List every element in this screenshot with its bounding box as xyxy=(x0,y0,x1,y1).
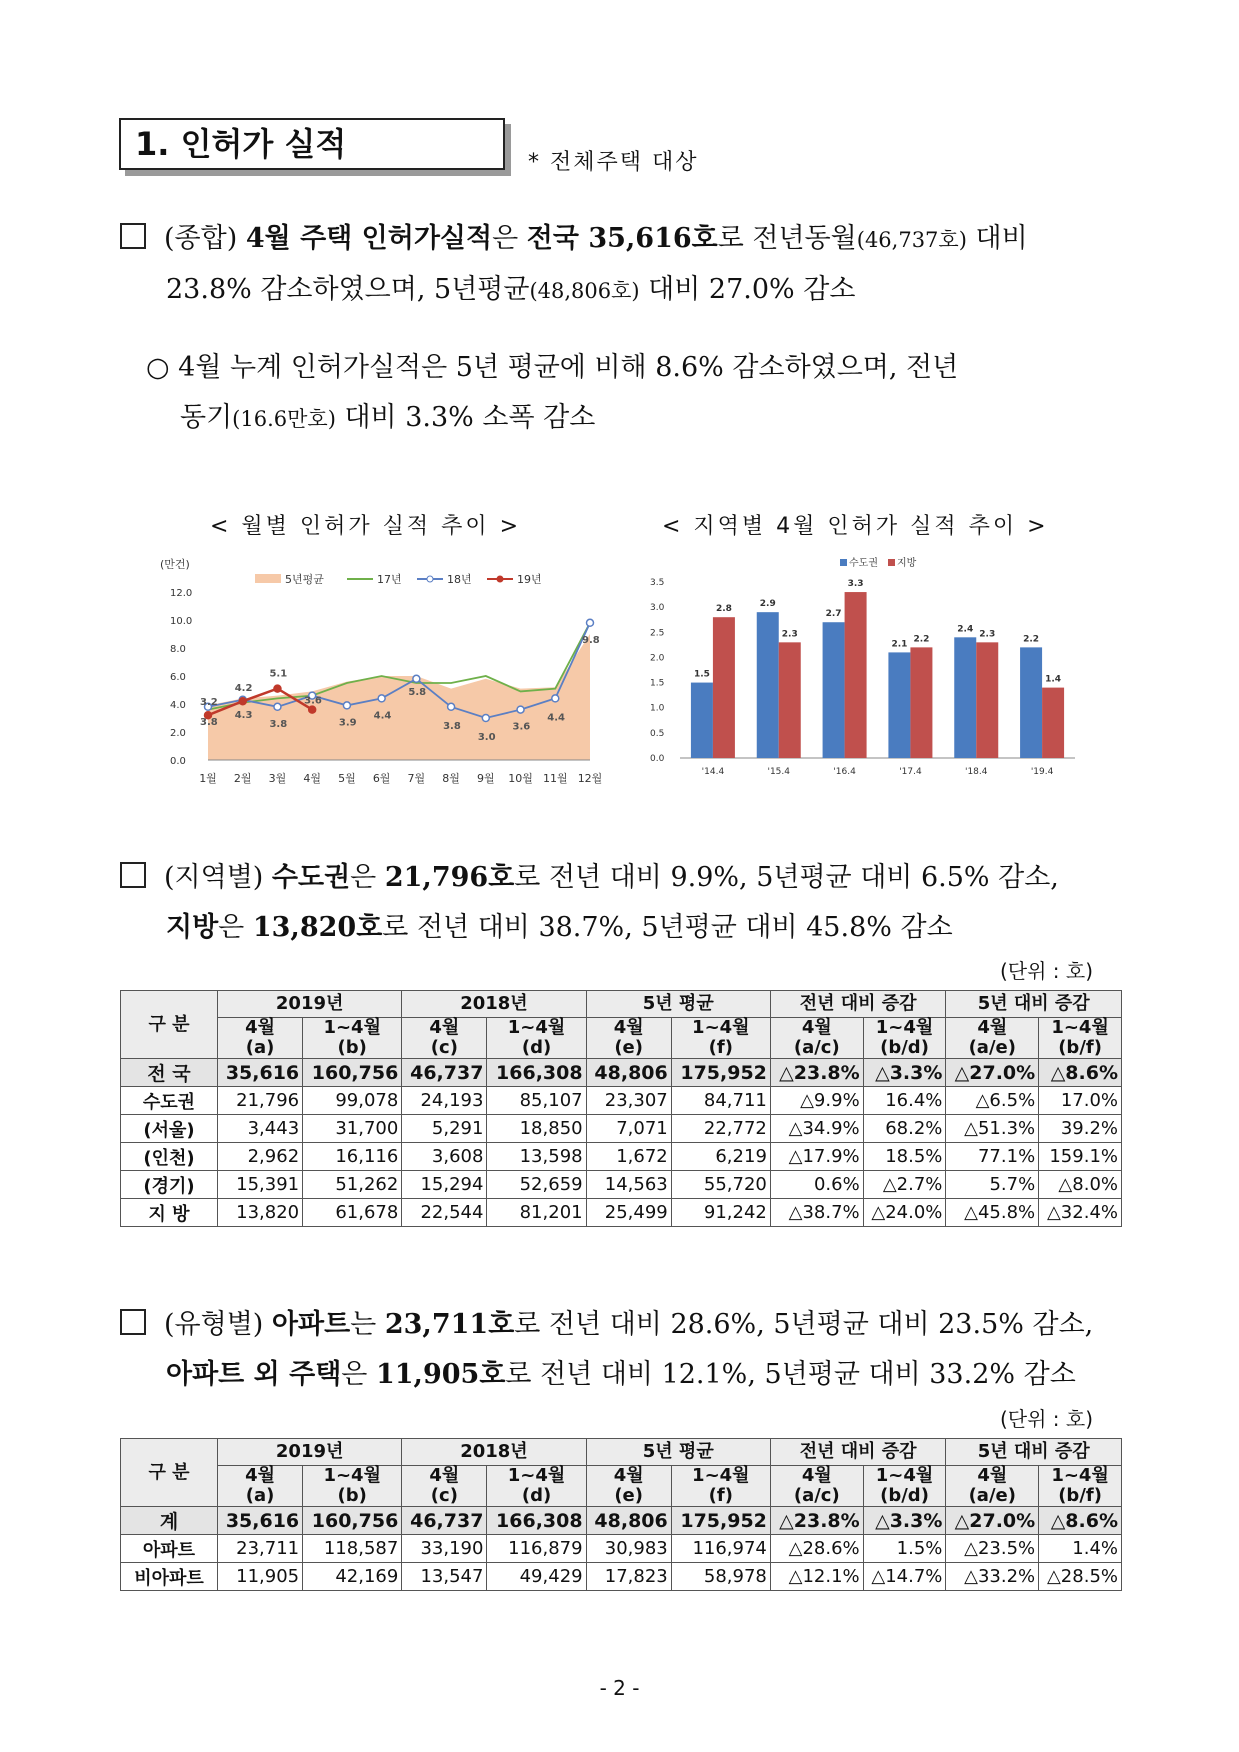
table-cell: 전 국 xyxy=(121,1059,218,1087)
table-cell: 15,391 xyxy=(218,1171,303,1199)
x-tick-label: 8월 xyxy=(442,772,460,785)
data-point xyxy=(274,703,281,710)
y-tick-label: 8.0 xyxy=(170,644,186,655)
data-label: 4.4 xyxy=(373,710,392,722)
table-cell: △9.9% xyxy=(770,1087,863,1115)
table-cell: 166,308 xyxy=(487,1507,586,1535)
legend-swatch xyxy=(840,559,847,566)
table-cell: 175,952 xyxy=(671,1059,770,1087)
header-group: 2018년 xyxy=(402,991,586,1018)
text-bold: 21,796호 xyxy=(384,862,515,893)
x-tick-label: '18.4 xyxy=(964,767,988,777)
table-cell: 지 방 xyxy=(121,1199,218,1227)
table-cell: 비아파트 xyxy=(121,1563,218,1591)
table-cell: 0.6% xyxy=(770,1171,863,1199)
y-tick-label: 2.5 xyxy=(650,628,665,639)
text-bold: 지방 xyxy=(166,912,219,943)
data-label: 4.2 xyxy=(234,683,253,695)
header-col: 4월 (c) xyxy=(402,1018,487,1059)
checkbox-square-icon xyxy=(120,862,146,888)
x-tick-label: 6월 xyxy=(372,772,391,785)
table-cell: △32.4% xyxy=(1039,1199,1122,1227)
table-cell: 21,796 xyxy=(218,1087,303,1115)
table-cell: 23,307 xyxy=(586,1087,671,1115)
regional-bar-chart xyxy=(650,554,1090,798)
y-tick-label: 3.5 xyxy=(650,578,665,588)
data-point xyxy=(343,702,350,709)
table-row xyxy=(121,1563,1122,1591)
chart-regional-caption: < 지역별 4월 인허가 실적 추이 > xyxy=(662,514,1049,539)
table-cell: 85,107 xyxy=(487,1087,586,1115)
table-cell: △23.8% xyxy=(770,1059,863,1087)
bar xyxy=(713,617,735,758)
data-label: 3.9 xyxy=(338,717,357,729)
legend-label: 18년 xyxy=(447,573,472,586)
table-cell: △3.3% xyxy=(863,1059,946,1087)
header-col: 4월 (a) xyxy=(218,1466,303,1507)
table-cell: 13,547 xyxy=(402,1563,487,1591)
table-cell: 160,756 xyxy=(303,1507,402,1535)
header-group: 5년 평균 xyxy=(586,991,770,1018)
legend-marker xyxy=(497,576,503,582)
table-cell: 35,616 xyxy=(218,1507,303,1535)
data-point xyxy=(413,675,420,682)
text-bold: 아파트 xyxy=(271,1309,351,1340)
table-cell: 77.1% xyxy=(946,1143,1039,1171)
header-col: 4월 (a/e) xyxy=(946,1018,1039,1059)
table-cell: △2.7% xyxy=(863,1171,946,1199)
text: 로 전년 대비 38.7%, 5년평균 대비 45.8% 감소 xyxy=(382,912,953,943)
table-cell: 166,308 xyxy=(487,1059,586,1087)
data-point xyxy=(239,698,246,705)
table-cell: 17.0% xyxy=(1039,1087,1122,1115)
table-cell: 99,078 xyxy=(303,1087,402,1115)
data-label: 2.7 xyxy=(825,609,842,620)
table-cell: 48,806 xyxy=(586,1507,671,1535)
data-label: 3.8 xyxy=(269,718,288,730)
table-cell: △23.5% xyxy=(946,1535,1039,1563)
table-cell: 13,820 xyxy=(218,1199,303,1227)
header-col: 1~4월 (b) xyxy=(303,1466,402,1507)
table-cell: 수도권 xyxy=(121,1087,218,1115)
paragraph-cumulative xyxy=(146,343,1126,444)
data-point xyxy=(378,695,385,702)
table-cell: △38.7% xyxy=(770,1199,863,1227)
text: 는 xyxy=(350,1309,377,1340)
data-label: 2.9 xyxy=(759,599,776,610)
y-tick-label: 2.0 xyxy=(650,653,665,664)
table-cell: △27.0% xyxy=(946,1507,1039,1535)
table-cell: 24,193 xyxy=(402,1087,487,1115)
text: 동기 xyxy=(180,402,233,433)
x-tick-label: 2월 xyxy=(233,772,252,785)
table-cell: 14,563 xyxy=(586,1171,671,1199)
data-label: 3.2 xyxy=(200,697,218,709)
text-bold: 23,711호 xyxy=(384,1309,515,1340)
table-row xyxy=(121,1143,1122,1171)
x-tick-label: '19.4 xyxy=(1030,767,1054,777)
text: 은 xyxy=(218,912,245,943)
y-tick-label: 12.0 xyxy=(170,588,193,599)
y-tick-label: 0.0 xyxy=(170,756,186,767)
text: 대비 3.3% 소폭 감소 xyxy=(335,402,596,433)
table-row xyxy=(121,1059,1122,1087)
data-point xyxy=(274,685,281,692)
table-cell: △8.6% xyxy=(1039,1059,1122,1087)
table-cell: 68.2% xyxy=(863,1115,946,1143)
header-group: 2019년 xyxy=(218,991,402,1018)
text-bold: 4월 주택 인허가실적 xyxy=(245,223,493,254)
table-cell: 49,429 xyxy=(487,1563,586,1591)
header-group: 전년 대비 증감 xyxy=(770,1439,946,1466)
table-cell: 84,711 xyxy=(671,1087,770,1115)
text: 대비 xyxy=(966,223,1028,254)
table-cell: 159.1% xyxy=(1039,1143,1122,1171)
y-tick-label: 10.0 xyxy=(170,616,193,627)
bar xyxy=(954,637,976,758)
paragraph-type xyxy=(120,1300,1125,1400)
table-cell: 2,962 xyxy=(218,1143,303,1171)
legend-label: 수도권 xyxy=(849,558,878,569)
text: 은 xyxy=(492,223,519,254)
unit-label: (단위 : 호) xyxy=(1000,959,1094,983)
header-col: 4월 (a/c) xyxy=(770,1466,863,1507)
table-cell: △8.6% xyxy=(1039,1507,1122,1535)
header-col: 1~4월 (d) xyxy=(487,1466,586,1507)
table-cell: 35,616 xyxy=(218,1059,303,1087)
header-col: 4월 (e) xyxy=(586,1466,671,1507)
table-row xyxy=(121,1199,1122,1227)
x-tick-label: 9월 xyxy=(477,772,495,785)
data-label: 5.8 xyxy=(408,686,427,698)
table-cell: 46,737 xyxy=(402,1059,487,1087)
bar xyxy=(845,592,867,758)
bar xyxy=(976,642,998,758)
x-tick-label: '16.4 xyxy=(833,767,856,777)
data-label: 2.2 xyxy=(913,634,930,645)
table-cell: 91,242 xyxy=(671,1199,770,1227)
table-cell: 5,291 xyxy=(402,1115,487,1143)
bar xyxy=(757,612,779,758)
table-cell: (서울) xyxy=(121,1115,218,1143)
unit-label: (단위 : 호) xyxy=(1000,1407,1094,1431)
header-group: 2018년 xyxy=(402,1439,586,1466)
legend-swatch xyxy=(255,574,281,583)
data-point xyxy=(587,619,594,626)
data-point xyxy=(309,706,316,713)
header-col: 1~4월 (b/d) xyxy=(863,1466,946,1507)
table-cell: △12.1% xyxy=(770,1563,863,1591)
legend-label: 17년 xyxy=(377,573,402,586)
legend-marker xyxy=(427,576,433,582)
text-small: (48,806호) xyxy=(529,279,640,303)
table-cell: 33,190 xyxy=(402,1535,487,1563)
header-col: 1~4월 (b/f) xyxy=(1039,1018,1122,1059)
table-cell: 17,823 xyxy=(586,1563,671,1591)
text: (유형별) xyxy=(164,1309,264,1340)
series-area-5yr-avg xyxy=(208,634,590,760)
bar xyxy=(1042,688,1064,758)
data-label: 3.8 xyxy=(443,720,461,732)
data-label: 1.5 xyxy=(693,669,710,680)
header-col: 1~4월 (b) xyxy=(303,1018,402,1059)
header-group: 5년 평균 xyxy=(586,1439,770,1466)
chart-monthly-caption: < 월별 인허가 실적 추이 > xyxy=(210,514,522,539)
x-tick-label: 1월 xyxy=(199,772,217,785)
data-point xyxy=(552,695,559,702)
table-cell: 22,772 xyxy=(671,1115,770,1143)
x-tick-label: '17.4 xyxy=(899,767,922,777)
table-cell: △6.5% xyxy=(946,1087,1039,1115)
paragraph-regional xyxy=(120,853,1125,953)
table-cell: 116,974 xyxy=(671,1535,770,1563)
header-col: 1~4월 (b/f) xyxy=(1039,1466,1122,1507)
table-row xyxy=(121,1535,1122,1563)
data-label: 2.8 xyxy=(715,604,732,615)
section-title: 1. 인허가 실적 xyxy=(119,118,505,170)
bar xyxy=(888,652,910,758)
data-point xyxy=(517,706,524,713)
x-tick-label: 11월 xyxy=(542,772,568,785)
data-point xyxy=(482,715,489,722)
table-cell: △28.6% xyxy=(770,1535,863,1563)
table-cell: 55,720 xyxy=(671,1171,770,1199)
table-cell: 116,879 xyxy=(487,1535,586,1563)
data-label: 9.8 xyxy=(582,634,600,646)
table-cell: 3,443 xyxy=(218,1115,303,1143)
regional-table xyxy=(120,990,1122,1227)
data-label: 4.3 xyxy=(234,709,253,721)
text: (지역별) xyxy=(164,862,264,893)
text: 로 전년 대비 12.1%, 5년평균 대비 33.2% 감소 xyxy=(505,1359,1076,1390)
table-cell: 118,587 xyxy=(303,1535,402,1563)
data-point xyxy=(448,703,455,710)
section-note: * 전체주택 대상 xyxy=(528,150,699,175)
y-tick-label: 1.0 xyxy=(650,703,665,714)
table-cell: 6,219 xyxy=(671,1143,770,1171)
table-cell: (인천) xyxy=(121,1143,218,1171)
table-cell: △17.9% xyxy=(770,1143,863,1171)
bar xyxy=(910,647,932,758)
text: (종합) xyxy=(164,223,238,254)
y-tick-label: 6.0 xyxy=(170,672,186,683)
legend-swatch xyxy=(888,559,895,566)
table-cell: △8.0% xyxy=(1039,1171,1122,1199)
text-small: (16.6만호) xyxy=(232,407,336,431)
x-tick-label: 4월 xyxy=(303,772,321,785)
data-label: 3.6 xyxy=(512,721,531,733)
table-cell: 30,983 xyxy=(586,1535,671,1563)
text-bold: 11,905호 xyxy=(375,1359,506,1390)
table-cell: △24.0% xyxy=(863,1199,946,1227)
data-label: 3.8 xyxy=(200,716,218,728)
header-col: 1~4월 (f) xyxy=(671,1466,770,1507)
header-group: 전년 대비 증감 xyxy=(770,991,946,1018)
text: 로 전년 대비 28.6%, 5년평균 대비 23.5% 감소, xyxy=(514,1309,1094,1340)
header-label: 구 분 xyxy=(121,1439,218,1507)
text-small: (46,737호) xyxy=(856,228,967,252)
y-tick-label: 0.0 xyxy=(650,754,665,764)
table-cell: 160,756 xyxy=(303,1059,402,1087)
table-cell: △28.5% xyxy=(1039,1563,1122,1591)
bar xyxy=(691,683,713,758)
text-bold: 수도권 xyxy=(271,862,351,893)
text-bold: 아파트 외 주택 xyxy=(166,1359,342,1390)
table-cell: 23,711 xyxy=(218,1535,303,1563)
page-number: - 2 - xyxy=(599,1676,640,1700)
text: 은 xyxy=(341,1359,368,1390)
table-cell: 42,169 xyxy=(303,1563,402,1591)
table-cell: 18,850 xyxy=(487,1115,586,1143)
text: 로 전년동월 xyxy=(717,223,857,254)
y-tick-label: 1.5 xyxy=(650,678,665,689)
y-tick-label: 3.0 xyxy=(650,603,665,614)
x-tick-label: '15.4 xyxy=(767,767,791,777)
table-cell: 18.5% xyxy=(863,1143,946,1171)
table-cell: △23.8% xyxy=(770,1507,863,1535)
table-cell: △51.3% xyxy=(946,1115,1039,1143)
header-col: 4월 (a/e) xyxy=(946,1466,1039,1507)
legend-label: 5년평균 xyxy=(285,573,324,586)
table-row xyxy=(121,1115,1122,1143)
table-cell: △34.9% xyxy=(770,1115,863,1143)
table-cell: 81,201 xyxy=(487,1199,586,1227)
table-cell: 51,262 xyxy=(303,1171,402,1199)
table-cell: 7,071 xyxy=(586,1115,671,1143)
table-cell: 25,499 xyxy=(586,1199,671,1227)
header-col: 1~4월 (d) xyxy=(487,1018,586,1059)
data-label: 3.6 xyxy=(304,695,322,707)
data-label: 2.3 xyxy=(781,629,798,640)
header-col: 4월 (e) xyxy=(586,1018,671,1059)
table-row xyxy=(121,1507,1122,1535)
table-cell: △14.7% xyxy=(863,1563,946,1591)
table-cell: 3,608 xyxy=(402,1143,487,1171)
x-tick-label: 3월 xyxy=(268,772,287,785)
checkbox-square-icon xyxy=(120,1309,146,1335)
table-cell: 175,952 xyxy=(671,1507,770,1535)
table-row xyxy=(121,1171,1122,1199)
data-label: 2.4 xyxy=(957,624,974,635)
table-cell: △27.0% xyxy=(946,1059,1039,1087)
header-col: 4월 (a) xyxy=(218,1018,303,1059)
bar xyxy=(779,642,801,758)
data-label: 1.4 xyxy=(1045,674,1062,685)
data-label: 2.3 xyxy=(979,629,996,640)
table-cell: 48,806 xyxy=(586,1059,671,1087)
text: 23.8% 감소하였으며, 5년평균 xyxy=(166,274,530,305)
table-cell: 39.2% xyxy=(1039,1115,1122,1143)
table-cell: 1.5% xyxy=(863,1535,946,1563)
table-cell: 아파트 xyxy=(121,1535,218,1563)
table-cell: 11,905 xyxy=(218,1563,303,1591)
text: ○ 4월 누계 인허가실적은 5년 평균에 비해 8.6% 감소하였으며, 전년 xyxy=(146,352,959,383)
table-cell: 16.4% xyxy=(863,1087,946,1115)
table-cell: 61,678 xyxy=(303,1199,402,1227)
y-tick-label: 4.0 xyxy=(170,700,186,711)
data-label: 3.0 xyxy=(477,732,496,743)
data-label: 3.3 xyxy=(847,579,864,590)
table-cell: △3.3% xyxy=(863,1507,946,1535)
table-row xyxy=(121,1087,1122,1115)
checkbox-square-icon xyxy=(120,223,146,249)
x-tick-label: 12월 xyxy=(577,772,603,785)
text: 대비 27.0% 감소 xyxy=(639,274,856,305)
paragraph-summary xyxy=(120,214,1125,316)
table-cell: △45.8% xyxy=(946,1199,1039,1227)
data-label: 4.4 xyxy=(547,712,565,724)
table-cell: 1,672 xyxy=(586,1143,671,1171)
table-cell: 1.4% xyxy=(1039,1535,1122,1563)
header-col: 4월 (c) xyxy=(402,1466,487,1507)
header-label: 구 분 xyxy=(121,991,218,1059)
monthly-line-chart xyxy=(160,554,610,798)
table-cell: 31,700 xyxy=(303,1115,402,1143)
table-cell: 13,598 xyxy=(487,1143,586,1171)
x-tick-label: '14.4 xyxy=(701,767,725,777)
legend-label: 지방 xyxy=(897,558,917,569)
data-label: 2.1 xyxy=(891,639,908,650)
bar xyxy=(823,622,845,758)
x-tick-label: 10월 xyxy=(508,772,533,785)
type-table xyxy=(120,1438,1122,1591)
legend-label: 19년 xyxy=(517,573,542,586)
header-group: 5년 대비 증감 xyxy=(946,991,1122,1018)
table-cell: 58,978 xyxy=(671,1563,770,1591)
x-tick-label: 7월 xyxy=(407,772,426,785)
table-cell: 46,737 xyxy=(402,1507,487,1535)
data-label: 5.1 xyxy=(269,668,288,680)
y-tick-label: 0.5 xyxy=(650,728,665,739)
text-bold: 13,820호 xyxy=(252,912,383,943)
table-cell: △33.2% xyxy=(946,1563,1039,1591)
header-col: 1~4월 (b/d) xyxy=(863,1018,946,1059)
text-bold: 전국 35,616호 xyxy=(526,223,718,254)
unit-label: (만건) xyxy=(160,558,190,571)
table-cell: (경기) xyxy=(121,1171,218,1199)
table-cell: 15,294 xyxy=(402,1171,487,1199)
header-group: 5년 대비 증감 xyxy=(946,1439,1122,1466)
header-col: 1~4월 (f) xyxy=(671,1018,770,1059)
table-cell: 5.7% xyxy=(946,1171,1039,1199)
table-cell: 52,659 xyxy=(487,1171,586,1199)
text: 은 xyxy=(350,862,377,893)
table-cell: 22,544 xyxy=(402,1199,487,1227)
table-cell: 16,116 xyxy=(303,1143,402,1171)
y-tick-label: 2.0 xyxy=(170,728,186,739)
data-label: 2.2 xyxy=(1023,634,1040,645)
x-tick-label: 5월 xyxy=(338,772,356,785)
text: 로 전년 대비 9.9%, 5년평균 대비 6.5% 감소, xyxy=(514,862,1059,893)
table-cell: 계 xyxy=(121,1507,218,1535)
header-col: 4월 (a/c) xyxy=(770,1018,863,1059)
header-group: 2019년 xyxy=(218,1439,402,1466)
bar xyxy=(1020,647,1042,758)
